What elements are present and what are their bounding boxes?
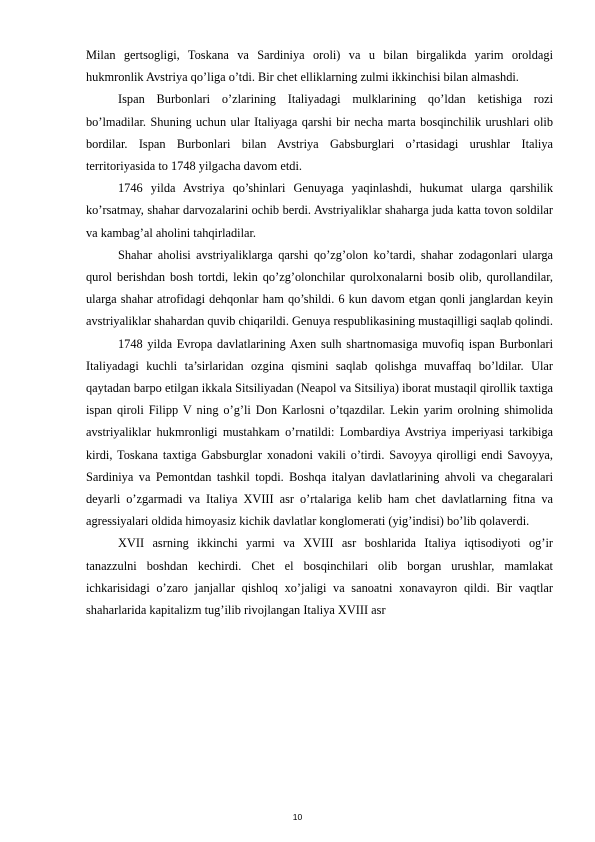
paragraph-5: 1748 yilda Evropa davlatlarining Axen sulh shartnomasiga muvofiq ispan Burbonlari Italiyadagi kuchli ta’sirlaridan ozgina qismini saqlab qolishga muvaffaq bo’ldilar. Ular qaytadan barpo etilgan ikkala Sitsiliyadan (Neapol va Sitsiliya) iborat mustaqil qirollik taxtiga ispan qiroli Filipp V ning o’g’li Don Karlosni o’tqazdilar. Lekin yarim orolning shimolida avstriyaliklar hukmronligi mustahkam o’rnatildi: Lombardiya Avstriya imperiyasi tarkibiga kirdi, Toskana taxtiga Gabsburglar xonadoni vakili o’tirdi. Savoyya qirolligi endi Savoyya, Sardiniya va Pemontdan tashkil topdi. Boshqa italyan davlatlarining ahvoli va chegaralari deyarli o’zgarmadi va Italiya XVIII asr o’rtalariga kelib ham chet davlatlarning fitna va agressiyalari oldida himoyasiz kichik davlatlar konglomerati (yig’indisi) bo’lib qolaverdi. (86, 336, 553, 529)
paragraph-2: Ispan Burbonlari o’zlarining Italiyadagi mulklarining qo’ldan ketishiga rozi bo’lmadilar. Shuning uchun ular Italiyaga qarshi bir necha marta bosqinchilik urushlari olib bordilar. Ispan Burbonlari bilan Avstriya Gabsburglari o’rtasidagi urushlar Italiya territoriyasida to 1748 yilgacha davom etdi. (86, 92, 553, 174)
body-text (86, 44, 553, 621)
paragraph-6: XVII asrning ikkinchi yarmi va XVIII asr boshlarida Italiya iqtisodiyoti og’ir tanazzulni boshdan kechirdi. Chet el bosqinchilari olib borgan urushlar, mamlakat ichkarisidagi o’zaro janjallar qishloq xo’jaligi va sanoatni xonavayron qildi. Bir vaqtlar shaharlarida kapitalizm tug’ilib rivojlangan Italiya XVIII asr (86, 536, 553, 618)
paragraph-3: 1746 yilda Avstriya qo’shinlari Genuyaga yaqinlashdi, hukumat ularga qarshilik ko’rsatmay, shahar darvozalarini ochib berdi. Avstriyaliklar shaharga juda katta tovon soldilar va kambag’al aholini tahqirladilar. (86, 181, 553, 240)
paragraph-1: Milan gertsogligi, Toskana va Sardiniya oroli) va u bilan birgalikda yarim oroldagi hukmronlik Avstriya qo’liga o’tdi. Bir chet elliklarning zulmi ikkinchisi bilan almashdi. (86, 48, 553, 85)
page-number: 10 (292, 812, 303, 822)
paragraph-4: Shahar aholisi avstriyaliklarga qarshi qo’zg’olon ko’tardi, shahar zodagonlari ularga qurol berishdan bosh tortdi, lekin qo’zg’olonchilar qurolxonalarni bosib olib, qurollandilar, ularga shahar atrofidagi dehqonlar ham qo’shildi. 6 kun davom etgan qonli janglardan keyin avstriyaliklar shahardan quvib chiqarildi. Genuya respublikasining mustaqilligi saqlab qolindi. (86, 247, 553, 329)
